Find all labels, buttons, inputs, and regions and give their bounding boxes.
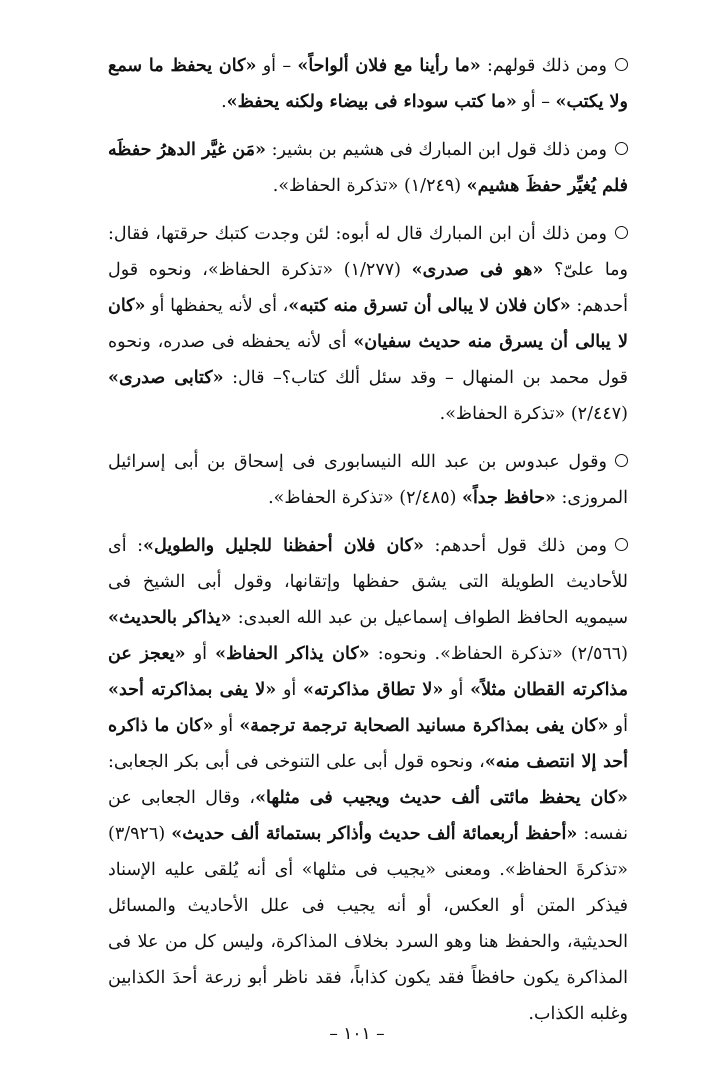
paragraph-text: ، أى لأنه يحفظها أو — [145, 296, 289, 316]
paragraph-text: أو — [213, 716, 240, 736]
bold-quote-text: «هو فى صدرى» — [411, 260, 544, 280]
bullet-circle-icon — [615, 226, 628, 239]
bold-quote-text: «يذاكر بالحديث» — [108, 608, 232, 628]
bold-quote-text: «حافظ جداً» — [462, 488, 556, 508]
paragraph-text: أو — [443, 680, 471, 700]
paragraph-text: : أى للأحاديث الطويلة التى يشق حفظها وإتقانها، وقول أبى الشيخ فى سيمويه الحافظ الطواف إسماعيل بن عبد الله العبدى: — [108, 536, 628, 628]
paragraph-text: (٢/٤٤٧) «تذكرة الحفاظ». — [439, 404, 628, 424]
paragraph-text: أو — [185, 644, 216, 664]
bold-quote-text: «مَن غيَّر الدهرُ حفظَه فلم يُغيِّر حفظَ هشيم» — [108, 140, 628, 196]
paragraph-text: ، ونحوه قول أبى على التنوخى فى أبى بكر الجعابى: — [108, 752, 485, 772]
bold-quote-text: «كتابى صدرى» — [108, 368, 224, 388]
paragraph-text: ومن ذلك قول ابن المبارك فى هشيم بن بشير: — [265, 140, 607, 160]
bold-quote-text: «كان ما ذاكره أحد إلا انتصف منه» — [108, 716, 628, 772]
bold-quote-text: «كان فلان أحفظنا للجليل والطويل» — [143, 536, 424, 556]
bold-quote-text: «كان يحفظ مائتى ألف حديث ويجيب فى مثلها» — [255, 788, 628, 808]
paragraph-text: ومن ذلك قول أحدهم: — [423, 536, 607, 556]
paragraph-text: أو — [608, 716, 628, 736]
bullet-circle-icon — [615, 58, 628, 71]
paragraph-text: (٢/٥٦٦) «تذكرة الحفاظ». ونحوه: — [369, 644, 628, 664]
bold-quote-text: «كان يذاكر الحفاظ» — [215, 644, 370, 664]
paragraph-text: (١/٢٤٩) «تذكرة الحفاظ». — [272, 176, 467, 196]
paragraph-text: ومن ذلك قولهم: — [480, 56, 607, 76]
paragraph — [108, 216, 628, 432]
paragraph — [108, 528, 628, 1032]
bold-quote-text: «لا تطاق مذاكرته» — [303, 680, 444, 700]
paragraph-text: (٣/٩٢٦) «تذكرةَ الحفاظ». ومعنى «يجيب فى مثلها» أى أنه يُلقى عليه الإسناد فيذكر المتن أو العكس، أو أنه يجيب فى علل الأحاديث والمسائل الحديثية، والحفظ هنا وهو السرد بخلاف المذاكرة، وليس كل من علا فى المذاكرة يكون حافظاً فقد يكون كذاباً، فقد ناظر أبو زرعة أحدَ الكذابين وغلبه الكذاب. — [108, 824, 628, 1024]
paragraph-text: ومن ذلك أن ابن المبارك قال له أبوه: لئن وجدت كتبك حرقتها، فقال: وما علىّ؟ — [108, 224, 628, 280]
paragraph-text: أى لأنه يحفظه فى صدره، ونحوه قول محمد بن المنهال – وقد سئل ألك كتاب؟– قال: — [108, 332, 628, 388]
paragraph-text: – أو — [256, 56, 298, 76]
paragraph-text: . — [221, 92, 227, 112]
bold-quote-text: «أحفظ أربعمائة ألف حديث وأذاكر بستمائة ألف حديث» — [171, 824, 578, 844]
paragraph-text: – أو — [516, 92, 556, 112]
bold-quote-text: «ما كتب سوداء فى بيضاء ولكنه يحفظ» — [226, 92, 517, 112]
paragraph — [108, 132, 628, 204]
bullet-circle-icon — [615, 538, 628, 551]
bold-quote-text: «يعجز عن مذاكرته القطان مثلاً» — [108, 644, 628, 700]
paragraph-text: (١/٢٧٧) «تذكرة الحفاظ»، ونحوه قول أحدهم: — [108, 260, 628, 316]
bold-quote-text: «ما رأينا مع فلان ألواحاً» — [297, 56, 481, 76]
bullet-circle-icon — [615, 454, 628, 467]
paragraph-text: أو — [276, 680, 304, 700]
paragraph-text: (٢/٤٨٥) «تذكرة الحفاظ». — [268, 488, 462, 508]
bold-quote-text: «كان لا يبالى أن يسرق منه حديث سفيان» — [108, 296, 628, 352]
bold-quote-text: «كان يحفظ ما سمع ولا يكتب» — [108, 56, 628, 112]
bullet-circle-icon — [615, 142, 628, 155]
bold-quote-text: «كان يفى بمذاكرة مسانيد الصحابة ترجمة ترجمة» — [239, 716, 609, 736]
bold-quote-text: «لا يفى بمذاكرته أحد» — [108, 680, 277, 700]
paragraph — [108, 48, 628, 120]
paragraph — [108, 444, 628, 516]
paragraph-text: ، وقال الجعابى عن نفسه: — [108, 788, 629, 844]
page-body — [108, 48, 628, 1044]
bold-quote-text: «كان فلان لا يبالى أن تسرق منه كتبه» — [288, 296, 571, 316]
page-number: – ١٠١ – — [329, 1024, 385, 1044]
paragraph-text: وقول عبدوس بن عبد الله النيسابورى فى إسحاق بن أبى إسرائيل المروزى: — [108, 452, 628, 508]
